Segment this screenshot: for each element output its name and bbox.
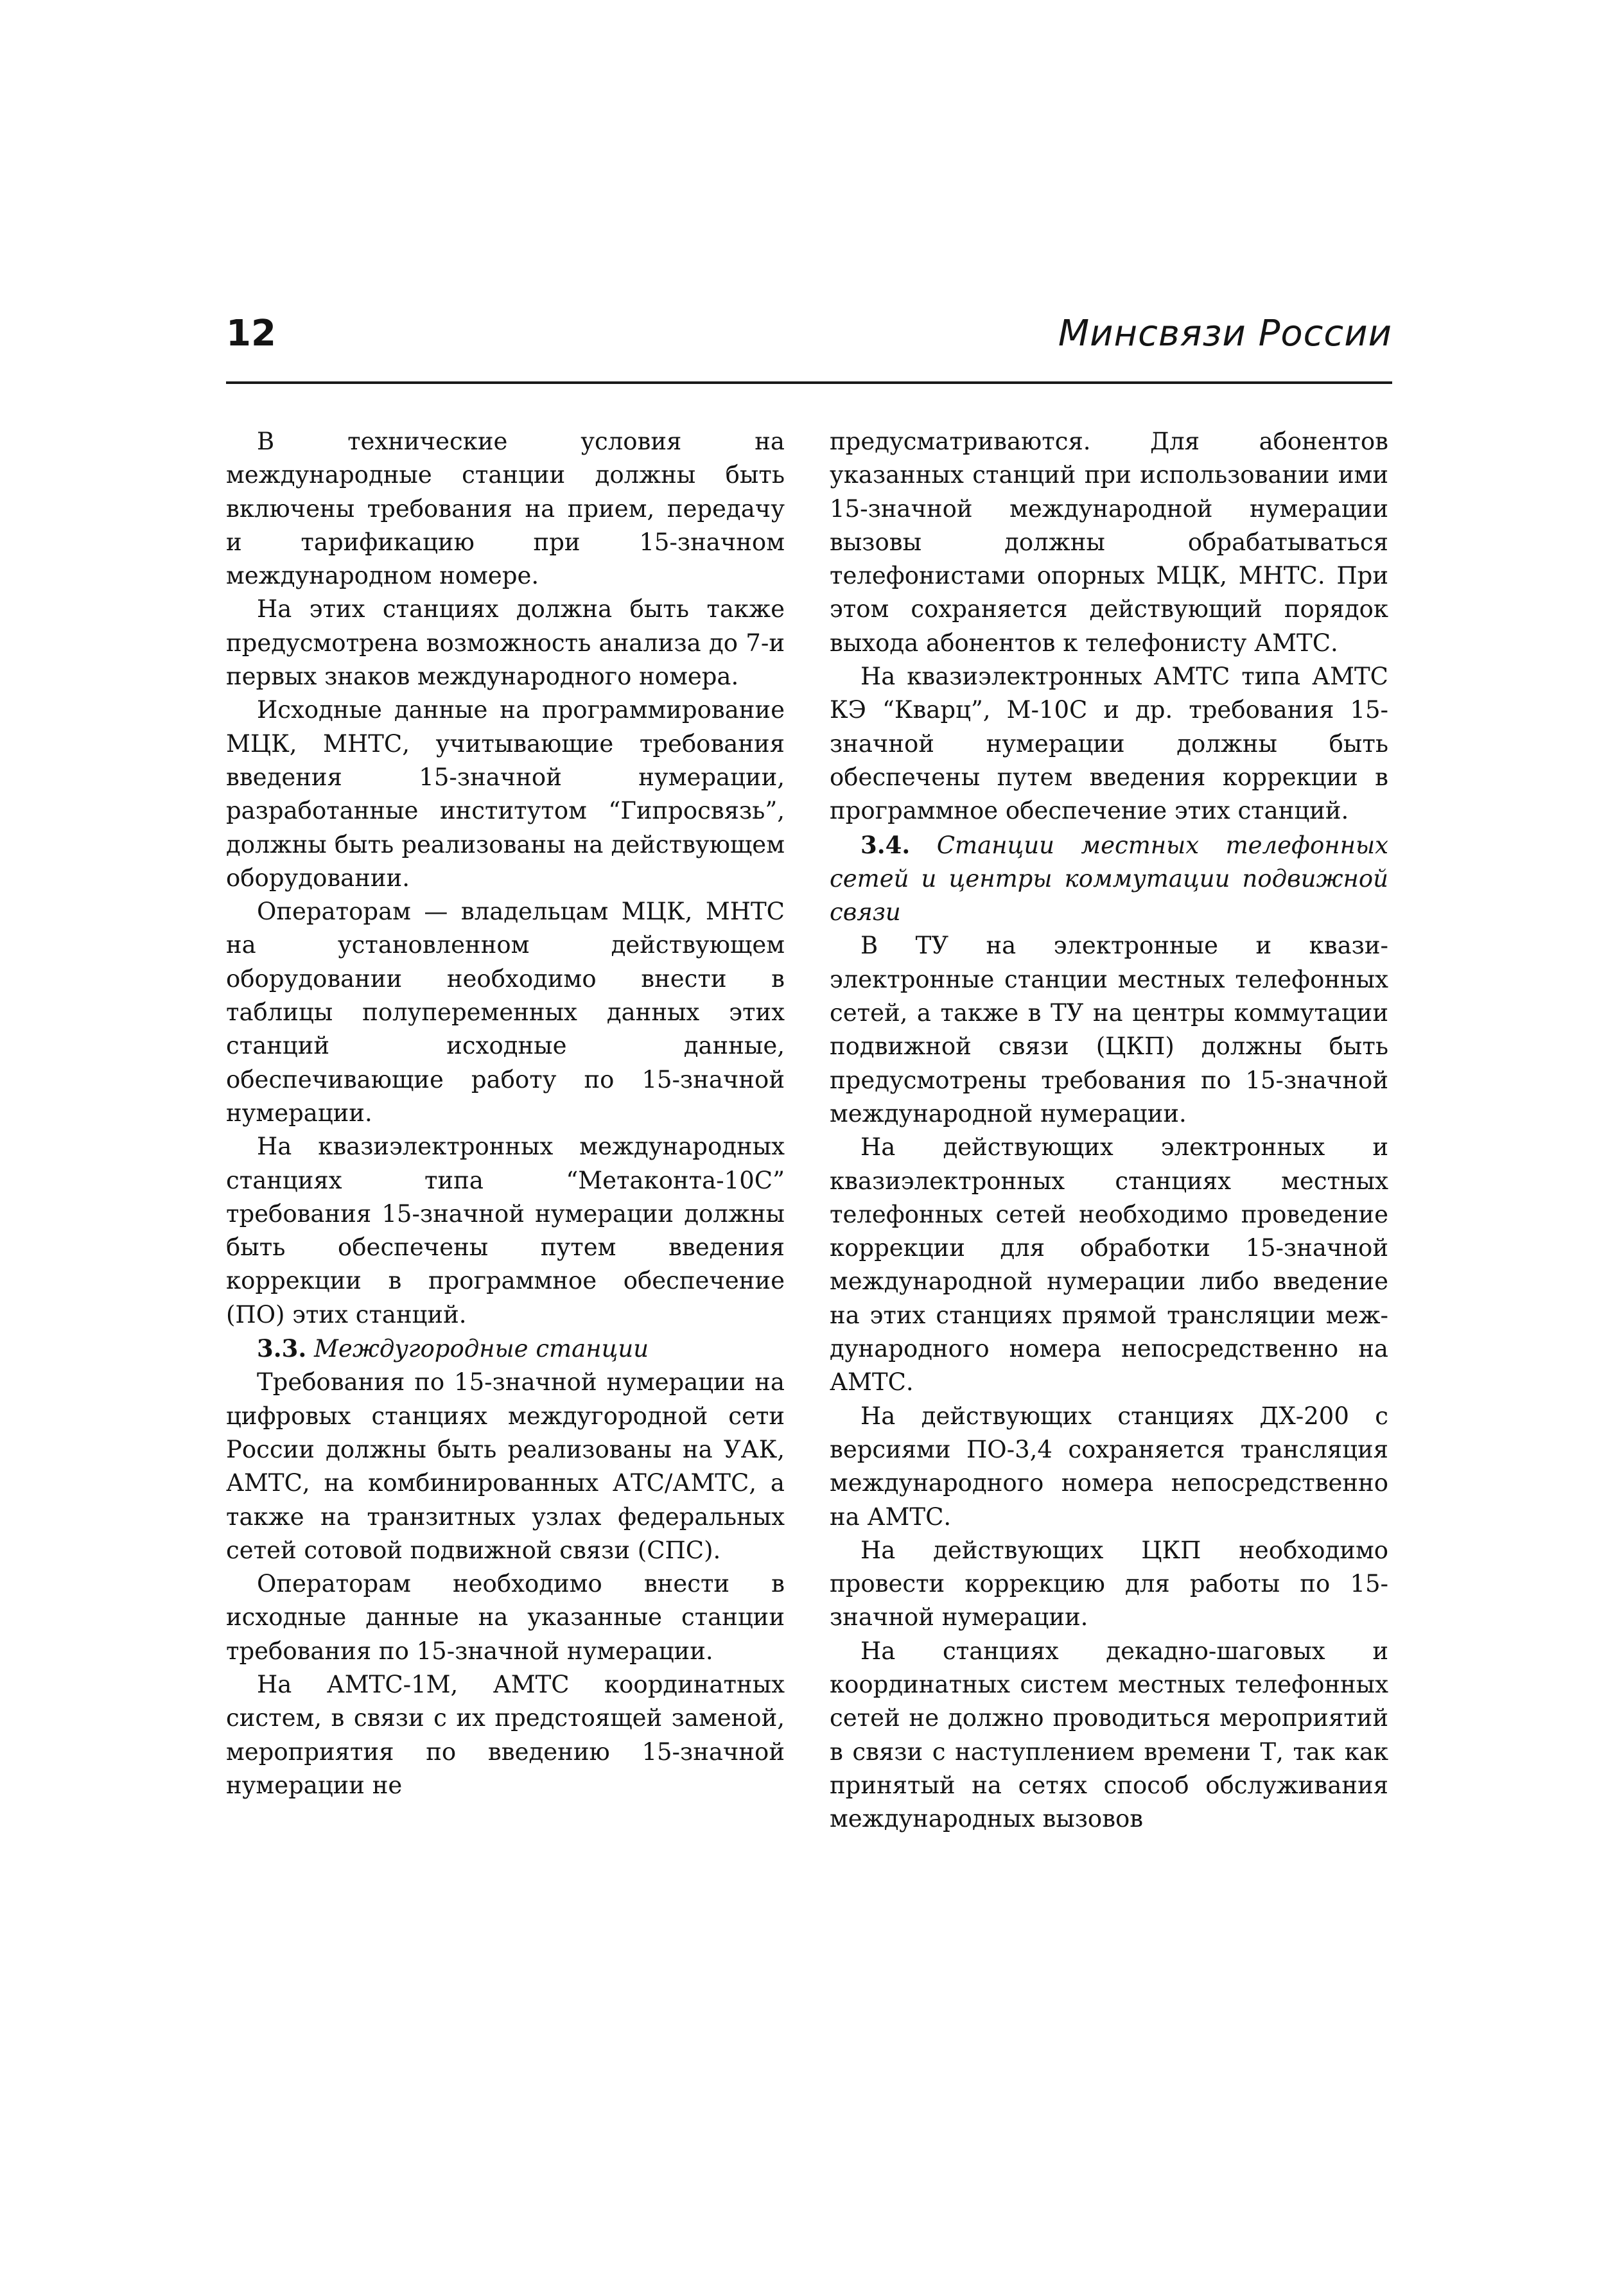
paragraph: В ТУ на электронные и квазиэлектронные станции местных телефонных сетей, а также в ТУ на центры коммутации подвижной связи (ЦКП) должны быть предусмотрены требования по 15-значной международной нумерации. xyxy=(830,932,1388,1128)
section-title: Междугородные станции xyxy=(314,1335,649,1363)
paragraph: Операторам необходимо внести в исходные данные на указанные станции требования по 15-значной нумерации. xyxy=(226,1570,785,1665)
section-number: 3.4. xyxy=(860,830,911,859)
left-column xyxy=(226,425,785,1802)
paragraph: На этих станциях должна быть также предусмотрена возможность анализа до 7-и первых знаков международного номера. xyxy=(226,595,785,691)
paragraph: Операторам — владельцам МЦК, МНТС на установленном действующем оборудовании необходимо внести в таблицы полупеременных данных этих станций исходные данные, обеспечивающие работу по 15-значной нумерации. xyxy=(226,898,785,1127)
paragraph: Исходные данные на программирование МЦК, МНТС, учитывающие требования введения 15-значной нумерации, разработанные институтом “Гипросвязь”, должны быть реализованы на действующем оборудовании. xyxy=(226,696,785,892)
paragraph: На АМТС-1М, АМТС координатных систем, в связи с их предстоящей заменой, мероприятия по введению 15-значной нумерации не xyxy=(226,1670,785,1799)
section-heading-3-4 xyxy=(830,828,1388,930)
paragraph: На квазиэлектронных международных станциях типа “Метаконта-10С” требования 15-значной нумерации должны быть обеспечены путем введения коррекции в программное обеспечение (ПО) этих станций. xyxy=(226,1133,785,1328)
page-number: 12 xyxy=(226,313,276,354)
section-number: 3.3. xyxy=(257,1334,307,1363)
paragraph: На действующих ЦКП необходимо провести коррекцию для работы по 15-значной нумерации. xyxy=(830,1536,1388,1632)
paragraph: На действующих электронных и квазиэлектронных станциях местных телефонных сетей необходимо проведение коррекции для обработки 15-значной международной нумерации либо введение на этих станциях прямой трансляции международного номера непосредственно на АМТС. xyxy=(830,1133,1388,1397)
paragraph: Требования по 15-значной нумерации на цифровых станциях междугородной сети России должны быть реализованы на УАК, АМТС, на комбинированных АТС/АМТС, а также на транзитных узлах федеральных сетей сотовой подвижной связи (СПС). xyxy=(226,1368,785,1564)
paragraph: На квазиэлектронных АМТС типа АМТС КЭ “Кварц”, М-10С и др. требования 15-значной нумерации должны быть обеспечены путем введения коррекции в программное обеспечение этих станций. xyxy=(830,663,1388,825)
section-title: Станции местных телефонных сетей и центры коммутации подвижной связи xyxy=(830,831,1388,927)
paragraph-continued: предусматриваются. Для абонентов указанных станций при использовании ими 15-значной международной нумерации вызовы должны обрабатываться телефонистами опорных МЦК, МНТС. При этом сохраняется действующий порядок выхода абонентов к телефонисту АМТС. xyxy=(830,428,1388,657)
paragraph: В технические условия на международные станции должны быть включены требования на прием, передачу и тарификацию при 15-значном международном номере. xyxy=(226,428,785,590)
page-header xyxy=(226,308,1392,366)
right-column xyxy=(830,425,1388,1836)
paragraph: На действующих станциях ДХ-200 с версиями ПО-3,4 сохраняется трансляция международного номера непосредственно на АМТС. xyxy=(830,1402,1388,1531)
header-divider xyxy=(226,381,1392,384)
paragraph: На станциях декадно-шаговых и координатных систем местных телефонных сетей не должно проводиться мероприятий в связи с наступлением времени Т, так как принятый на сетях способ обслуживания международных вызовов xyxy=(830,1637,1388,1833)
section-heading-3-3 xyxy=(226,1332,785,1366)
running-title: Минсвязи России xyxy=(1058,313,1392,354)
